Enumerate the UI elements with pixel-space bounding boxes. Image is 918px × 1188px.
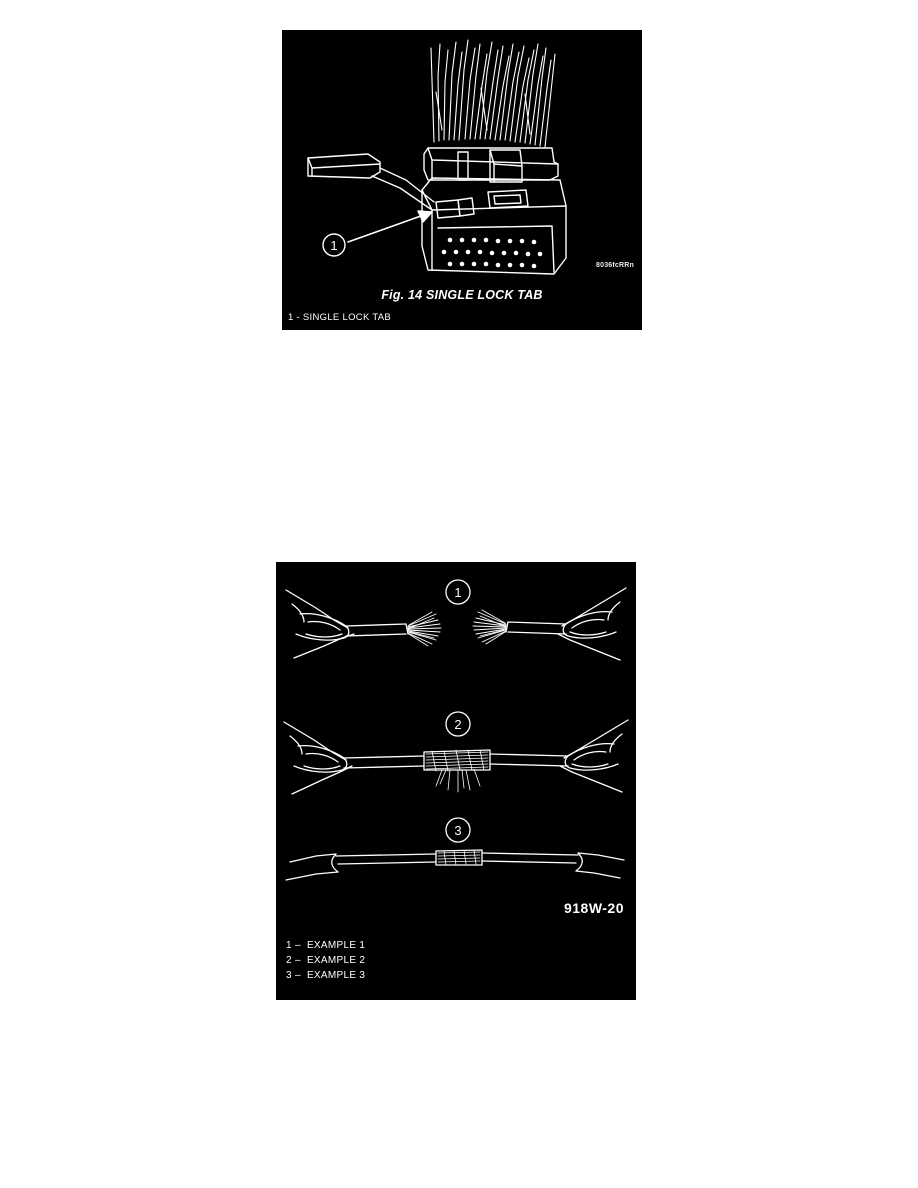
figure-legend-item-1: 1 - SINGLE LOCK TAB xyxy=(288,312,392,323)
callout-marker-2 xyxy=(446,712,470,736)
figure-art-code: 918W-20 xyxy=(563,900,624,916)
figure-art-code: 8036fcRRn xyxy=(596,262,634,269)
svg-text:3: 3 xyxy=(454,823,462,838)
splice-examples-illustration xyxy=(276,562,636,922)
figure-caption: Fig. 14 SINGLE LOCK TAB xyxy=(381,288,543,302)
svg-text:2: 2 xyxy=(454,717,462,732)
svg-text:1: 1 xyxy=(330,238,338,253)
figure-splice-examples xyxy=(276,562,636,1000)
figure-legend-item-2: 2 – EXAMPLE 2 xyxy=(286,955,366,966)
single-lock-tab-illustration xyxy=(282,30,642,280)
figure-single-lock-tab xyxy=(282,30,642,330)
figure-legend-item-3: 3 – EXAMPLE 3 xyxy=(286,970,366,981)
callout-marker-1 xyxy=(323,234,345,256)
figure-legend-item-1: 1 – EXAMPLE 1 xyxy=(286,940,366,951)
figure-legend xyxy=(286,938,365,983)
callout-marker-1 xyxy=(446,580,470,604)
callout-marker-3 xyxy=(446,818,470,842)
svg-text:1: 1 xyxy=(454,585,462,600)
